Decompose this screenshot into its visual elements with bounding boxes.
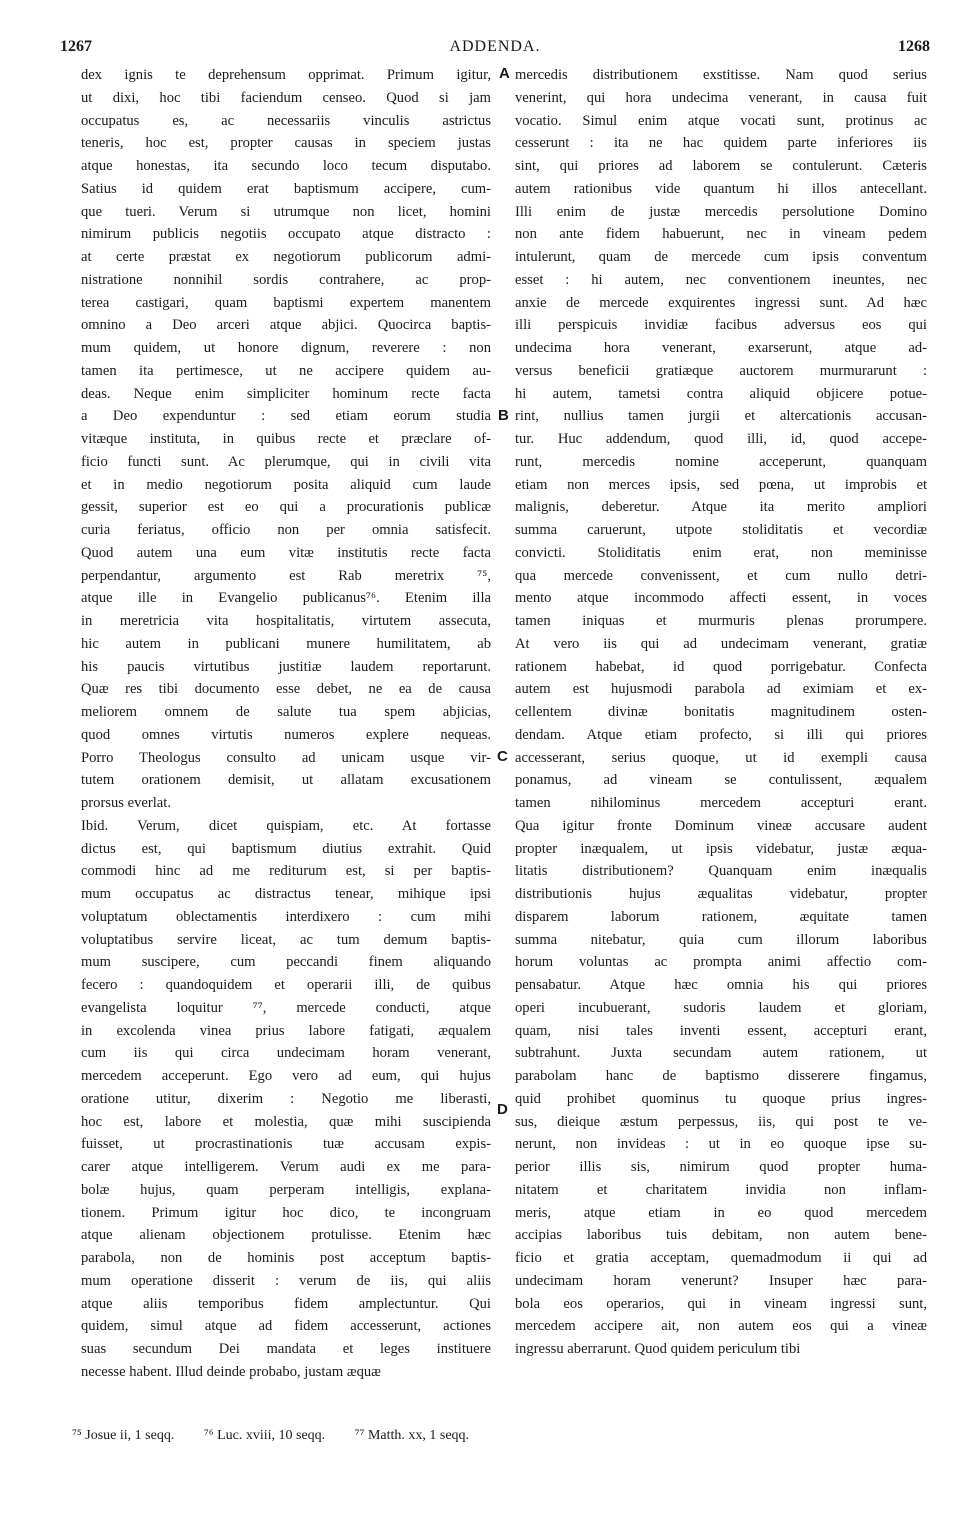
- text-line: meliorem omnem de salute tua spem abjicias,: [81, 704, 491, 720]
- text-line: etiam non merces ipsis, sed pœna, ut improbis et: [515, 476, 927, 493]
- text-line: Satius id quidem erat baptismum accipere, cum-: [81, 180, 491, 197]
- text-line: tamen iniquas et murmuris plenas prorumpere.: [515, 613, 927, 629]
- text-line: evangelista loquitur ⁷⁷, mercede conducti, atque: [81, 999, 491, 1016]
- text-line: Quæ res tibi documento esse debet, ne ea de causa: [81, 681, 491, 698]
- text-line: at certe præstat ex negotiorum publicorum admi-: [81, 249, 491, 265]
- text-line: voluptatibus servire liceat, ac tum demum baptis-: [81, 931, 491, 948]
- text-line: non ante fidem habuerunt, nec in vineam pedem: [515, 226, 927, 243]
- text-line: disparem laborum rationem, æquitate tamen: [515, 908, 927, 925]
- text-line: parabolam hanc de baptismo disserere fingamus,: [515, 1068, 927, 1084]
- text-line: quod omnes virtutis numeros explere nequeas.: [81, 726, 491, 743]
- text-line: distributionis hujus æqualitas videbatur, propter: [515, 886, 927, 902]
- text-line: prorsus everlat.: [81, 795, 171, 811]
- text-line: cum iis qui circa undecimam horam venerant,: [81, 1045, 491, 1062]
- text-line: voluptatum oblectamentis interdixero : cum mihi: [81, 908, 491, 925]
- text-line: Porro Theologus consulto ad unicam usque vir-: [81, 749, 491, 766]
- footnote: ⁷⁵ Josue ii, 1 seqq.: [72, 1428, 175, 1443]
- text-line: undecimam horam venerunt? Insuper hæc para-: [515, 1272, 927, 1289]
- text-line: terea castigari, quam baptismi expertem manentem: [81, 294, 491, 311]
- text-line: bolæ hujus, quam perperam intelligis, explana-: [81, 1181, 491, 1198]
- text-line: sint, qui priores ad laborem se contulerunt. Cæteris: [515, 158, 927, 174]
- text-line: mum quidem, ut honore dignum, reverere : non: [81, 340, 491, 356]
- text-line: rationem habebat, id quod porrigebatur. Confecta: [515, 658, 927, 675]
- text-line: necesse habent. Illud deinde probabo, justam æquæ: [81, 1363, 381, 1380]
- section-marker-b: B: [498, 407, 509, 424]
- running-title: ADDENDA.: [449, 38, 541, 55]
- text-line: curia feriatus, officio non per omnia satisfecit.: [81, 522, 491, 538]
- text-line: esset : hi autem, nec conventionem ineuntes, nec: [515, 271, 927, 288]
- text-line: bola eos operarios, qui in vineam ingressi sunt,: [515, 1295, 927, 1312]
- text-line: operi incubuerant, sudoris laudem et gloriam,: [515, 999, 927, 1016]
- text-line: subtrahunt. Juxta secundam autem rationem, ut: [515, 1045, 927, 1062]
- text-line: malignis, deberetur. Atque ita merito ampliori: [515, 499, 927, 516]
- section-marker-c: C: [497, 748, 508, 765]
- text-line: dex ignis te deprehensum opprimat. Primum igitur,: [81, 67, 491, 83]
- text-line: convicti. Stoliditatis enim erat, non meminisse: [515, 544, 927, 561]
- text-line: hoc est, labore et molestia, quæ mihi suscipienda: [81, 1113, 491, 1130]
- text-line: tionem. Primum igitur hoc dico, te incongruam: [81, 1204, 491, 1221]
- text-line: accesserant, serius quoque, ut id exempli causa: [515, 749, 927, 766]
- text-line: hic autem in publicani munere humilitatem, ab: [81, 635, 491, 652]
- left-column: [81, 64, 491, 1384]
- footnote: ⁷⁷ Matth. xx, 1 seqq.: [354, 1428, 470, 1443]
- text-line: mercedem accipere ait, non autem eos qui a vineæ: [515, 1318, 927, 1335]
- text-line: pensabatur. Atque hæc omnia his qui priores: [515, 977, 927, 993]
- text-line: parabola, non de hominis post acceptum baptis-: [81, 1250, 491, 1266]
- text-line: hi autem, tametsi contra aliquid objicere potue-: [515, 385, 927, 402]
- text-line: mum operatione disserit : verum de iis, qui aliis: [81, 1272, 491, 1289]
- text-line: teneris, hoc est, propter causas in speciem justas: [81, 135, 491, 152]
- text-line: atque honestas, ita secundo loco tecum disputabo.: [81, 158, 491, 174]
- text-line: a Deo expenduntur : sed etiam eorum studia: [81, 408, 491, 425]
- text-line: omnino a Deo arceri atque abjici. Quocirca baptis-: [81, 317, 491, 334]
- text-line: sus, dieique æstum perpessus, iis, qui post te ve-: [515, 1113, 927, 1130]
- text-line: Ibid. Verum, dicet quispiam, etc. At fortasse: [81, 817, 491, 834]
- text-line: horum voluntas ac prompta animi affectio com-: [515, 954, 927, 971]
- text-line: accipias laboribus tuis debitam, non autem bene-: [515, 1227, 927, 1244]
- text-line: At vero iis qui ad undecimam venerant, gratiæ: [515, 635, 927, 652]
- page-header: [60, 38, 930, 62]
- text-line: intulerunt, quam de mercede cum ipsis conventum: [515, 249, 927, 265]
- text-line: ponamus, ad vineam se contulissent, æqualem: [515, 772, 927, 789]
- text-line: quid prohibet quominus tu quoque prius ingres-: [515, 1090, 927, 1107]
- text-line: atque aliis temporibus fidem amplectuntur. Qui: [81, 1295, 491, 1312]
- text-line: mum occupatus ac distractus tenear, mihique ipsi: [81, 886, 491, 902]
- text-line: nerunt, non invideas : ut in eo quoque ipse su-: [515, 1136, 927, 1153]
- text-line: ut dixi, hoc tibi faciendum censeo. Quod si jam: [81, 89, 491, 106]
- text-line: mum suscipere, cum peccandi finem aliquando: [81, 954, 491, 971]
- text-line: occupatus es, ac necessariis vinculis astrictus: [81, 112, 491, 129]
- text-line: mento atque incommodo affecti essent, in voces: [515, 590, 927, 607]
- text-line: nimirum publicis negotiis occupato atque distracto :: [81, 226, 491, 243]
- text-line: fuisset, ut procrastinationis tuæ accusam expis-: [81, 1136, 491, 1153]
- text-line: atque ille in Evangelio publicanus⁷⁶. Etenim illa: [81, 590, 491, 607]
- footnote: ⁷⁶ Luc. xviii, 10 seqq.: [203, 1428, 326, 1443]
- text-line: gessit, superior est eo qui a procurationis publicæ: [81, 499, 491, 516]
- text-line: Qua igitur fronte Dominum vineæ accusare audent: [515, 817, 927, 834]
- text-line: quam, nisi tales inventi essent, accepturi erant,: [515, 1022, 927, 1039]
- text-line: tamen ita pertimesce, ut ne accipere quidem au-: [81, 362, 491, 379]
- text-line: autem est hujusmodi parabola ad eximiam et ex-: [515, 681, 927, 698]
- text-line: commodi hinc ad me rediturum est, si per baptis-: [81, 863, 491, 880]
- text-line: cellentem divinæ bonitatis magnitudinem osten-: [515, 704, 927, 720]
- text-line: dictus est, qui baptismum diutius extrahit. Quid: [81, 840, 491, 857]
- text-line: carer atque intelligerem. Verum audi ex me para-: [81, 1159, 491, 1175]
- section-marker-a: A: [499, 65, 510, 82]
- text-line: his paucis virtutibus justitiæ laudem reportarunt.: [81, 658, 491, 675]
- text-line: oratione utitur, dixerim : Negotio me liberasti,: [81, 1090, 491, 1107]
- right-page-number: 1268: [898, 38, 930, 55]
- text-line: fecero : quandoquidem et operarii illi, de quibus: [81, 977, 491, 993]
- text-line: que tueri. Verum si utrumque non licet, homini: [81, 203, 491, 220]
- footnotes: [72, 1428, 772, 1444]
- text-line: autem rationibus vide quantum hi illos antecellant.: [515, 180, 927, 197]
- text-line: perior illis sis, nimirum quod propter huma-: [515, 1159, 927, 1175]
- text-line: anxie de mercede exquirentes ingressi sunt. Ad hæc: [515, 294, 927, 311]
- text-line: Quod autem una eum vitæ institutis recte facta: [81, 544, 491, 561]
- text-line: mercedis distributionem exstitisse. Nam quod serius: [515, 67, 927, 83]
- text-line: tur. Huc addendum, quod illi, id, quod accepe-: [515, 431, 927, 447]
- text-line: ficio functi sunt. Ac plerumque, qui in civili vita: [81, 453, 491, 470]
- text-line: dendam. Atque etiam profecto, si illi qui priores: [515, 726, 927, 743]
- text-line: undecima hora venerant, exarserunt, atque ad-: [515, 340, 927, 356]
- right-column: [515, 64, 927, 1361]
- text-line: nitatem et charitatem invidia non inflam-: [515, 1181, 927, 1198]
- text-line: in meretricia vita hospitalitatis, virtutem assecuta,: [81, 613, 491, 629]
- text-line: quidem, simul atque ad fidem accesserunt, actiones: [81, 1318, 491, 1335]
- text-line: et in medio negotiorum posita aliquid cum laude: [81, 476, 491, 493]
- text-line: tutem orationem demisit, ut allatam excusationem: [81, 772, 491, 789]
- text-line: illi perspicuis invidiæ facibus adversus eos qui: [515, 317, 927, 334]
- left-page-number: 1267: [60, 38, 92, 55]
- text-line: qua mercede convenissent, et cum nullo detri-: [515, 567, 927, 584]
- text-line: ficio et gratia acceptam, quemadmodum ii qui ad: [515, 1250, 927, 1266]
- text-line: vitæque instituta, in quibus recte et præclare of-: [81, 431, 491, 447]
- text-line: runt, mercedis nomine acceperunt, quanquam: [515, 453, 927, 470]
- text-line: suas secundum Dei mandata et leges instituere: [81, 1341, 491, 1357]
- text-line: summa caruerunt, utpote stoliditatis et vecordiæ: [515, 522, 927, 538]
- text-line: vocatio. Simul enim atque vocati sunt, protinus ac: [515, 112, 927, 129]
- text-line: ingressu aberrarunt. Quod quidem periculum tibi: [515, 1341, 801, 1357]
- text-line: rint, nullius tamen jurgii et altercationis accusan-: [515, 408, 927, 425]
- text-line: litatis distributionem? Quanquam enim inæqualis: [515, 863, 927, 880]
- text-line: versus beneficii gratiæque auctorem murmurarunt :: [515, 362, 927, 379]
- text-line: cesserunt : ita ne hac quidem parte inferiores iis: [515, 135, 927, 152]
- text-line: propter inæqualem, ut ipsis videbatur, justæ æqua-: [515, 840, 927, 857]
- text-line: perpendantur, argumento est Rab meretrix ⁷⁵,: [81, 567, 491, 584]
- text-line: tamen nihilominus mercedem accepturi erant.: [515, 795, 927, 811]
- text-line: atque alienam objectionem protulisse. Etenim hæc: [81, 1227, 491, 1244]
- section-marker-d: D: [497, 1101, 508, 1118]
- text-line: in excolenda vinea prius labore fatigati, æqualem: [81, 1022, 491, 1039]
- text-line: Illi enim de justæ mercedis persolutione Domino: [515, 203, 927, 220]
- text-line: deas. Neque enim simpliciter hominum recte facta: [81, 385, 491, 402]
- text-line: summa nitebatur, quia cum illorum laboribus: [515, 931, 927, 948]
- text-line: venerint, qui hora undecima venerant, in causa fuit: [515, 89, 927, 106]
- text-line: nistratione nonnihil sordis contrahere, ac prop-: [81, 271, 491, 288]
- text-line: mercedem acceperunt. Ego vero ad eum, qui hujus: [81, 1068, 491, 1084]
- text-line: meris, atque etiam in eo quod mercedem: [515, 1204, 927, 1221]
